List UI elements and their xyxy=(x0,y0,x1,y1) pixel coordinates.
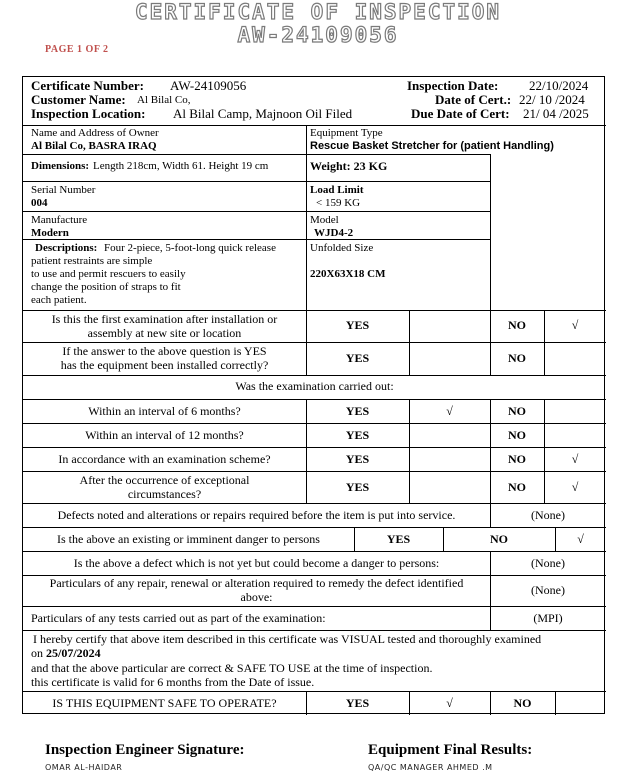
question-exceptional: circumstances? xyxy=(127,487,202,501)
row-divider xyxy=(23,154,490,155)
serial-value: 004 xyxy=(31,197,48,209)
engineer-signature-label: Inspection Engineer Signature: xyxy=(45,742,245,758)
answer-yes: YES xyxy=(345,696,370,710)
col-divider xyxy=(306,125,307,311)
cert-number-label: Certificate Number: xyxy=(31,78,144,93)
cert-number-value: AW-24109056 xyxy=(170,78,247,93)
question-repair-particulars: Particulars of any repair, renewal or alteration required to remedy the defect identified xyxy=(49,576,464,590)
question-future-danger: Is the above a defect which is not yet but could become a danger to persons: xyxy=(73,556,440,570)
check-mark: √ xyxy=(446,696,453,710)
answer-yes: YES xyxy=(345,480,370,494)
row-divider xyxy=(23,606,606,607)
row-divider xyxy=(23,503,606,504)
dimensions-value: Length 218cm, Width 61. Height 19 cm xyxy=(93,160,269,172)
col-divider xyxy=(555,691,556,715)
customer-value: Al Bilal Co, xyxy=(137,94,191,106)
inspection-date-label: Inspection Date: xyxy=(407,78,499,93)
answer-yes: YES xyxy=(345,404,370,418)
description-line: patient restraints are simple xyxy=(31,255,153,267)
weight-label: Weight: 23 KG xyxy=(310,159,388,173)
equipment-type-label: Equipment Type xyxy=(310,127,383,139)
due-date-label: Due Date of Cert: xyxy=(411,106,510,121)
results-name: QA/QC MANAGER AHMED .M xyxy=(368,763,493,772)
row-divider xyxy=(23,630,606,631)
answer-none: (None) xyxy=(531,508,565,522)
question-first-exam: assembly at new site or location xyxy=(87,326,242,340)
row-divider xyxy=(23,551,606,552)
question-installed-correctly: has the equipment been installed correctly? xyxy=(60,358,269,372)
answer-yes: YES xyxy=(345,452,370,466)
check-mark: √ xyxy=(577,532,584,546)
answer-mpi: (MPI) xyxy=(533,611,563,625)
check-mark: √ xyxy=(571,480,579,494)
row-divider xyxy=(23,181,490,182)
question-first-exam: Is this the first examination after installation or xyxy=(51,312,278,326)
question-exam-carried-out: Was the examination carried out: xyxy=(235,379,394,393)
question-exceptional: After the occurrence of exceptional xyxy=(79,473,250,487)
row-divider xyxy=(23,211,490,212)
due-date-value: 21/ 04 /2025 xyxy=(523,106,589,121)
question-exam-scheme: In accordance with an examination scheme? xyxy=(58,452,271,466)
location-label: Inspection Location: xyxy=(31,106,146,121)
col-divider xyxy=(490,154,491,310)
question-imminent-danger: Is the above an existing or imminent danger to persons xyxy=(57,532,320,546)
check-mark: √ xyxy=(446,404,453,418)
answer-no: NO xyxy=(508,480,526,494)
title-line-2: AW-24109056 xyxy=(237,23,399,47)
row-divider xyxy=(23,527,606,528)
col-divider xyxy=(409,310,410,375)
certify-line xyxy=(31,647,101,660)
row-divider xyxy=(23,691,606,692)
row-divider xyxy=(23,125,606,126)
unfolded-value: 220X63X18 CM xyxy=(310,268,386,280)
certify-line: and that the above particular are correct & SAFE TO USE at the time of inspection. xyxy=(31,661,433,675)
date-cert-label: Date of Cert.: xyxy=(435,92,512,107)
customer-label: Customer Name: xyxy=(31,92,126,107)
equipment-type-value: Rescue Basket Stretcher for (patient Handling) xyxy=(310,140,554,152)
answer-yes: YES xyxy=(386,532,411,546)
answer-no: NO xyxy=(508,318,526,332)
row-divider xyxy=(23,471,606,472)
row-divider xyxy=(23,239,490,240)
answer-no: NO xyxy=(508,428,526,442)
owner-label: Name and Address of Owner xyxy=(31,127,159,139)
row-divider xyxy=(23,399,606,400)
unfolded-label: Unfolded Size xyxy=(310,242,374,254)
description-line: change the position of straps to fit xyxy=(31,281,181,293)
row-divider xyxy=(23,423,606,424)
inspection-date-value: 22/10/2024 xyxy=(529,78,589,93)
row-divider xyxy=(23,447,606,448)
answer-none: (None) xyxy=(531,583,565,597)
load-limit-label: Load Limit xyxy=(310,184,364,196)
description-line: each patient. xyxy=(31,294,87,306)
certify-date: 25/07/2024 xyxy=(46,646,101,660)
answer-no: NO xyxy=(508,452,526,466)
answer-no: NO xyxy=(508,404,526,418)
certify-line: this certificate is valid for 6 months from the Date of issue. xyxy=(31,675,315,689)
page-label: PAGE 1 OF 2 xyxy=(45,44,109,55)
manufacture-label: Manufacture xyxy=(31,214,88,226)
row-divider xyxy=(23,342,606,343)
date-cert-value: 22/ 10 /2024 xyxy=(519,92,585,107)
engineer-name: OMAR AL-HAIDAR xyxy=(45,763,123,772)
question-safe-to-operate: IS THIS EQUIPMENT SAFE TO OPERATE? xyxy=(52,696,277,710)
answer-no: NO xyxy=(513,696,532,710)
answer-none: (None) xyxy=(531,556,565,570)
model-value: WJD4-2 xyxy=(314,227,354,239)
question-defects: Defects noted and alterations or repairs required before the item is put into service. xyxy=(57,508,456,522)
answer-yes: YES xyxy=(345,318,370,332)
location-value: Al Bilal Camp, Majnoon Oil Filed xyxy=(173,106,353,121)
check-mark: √ xyxy=(571,318,579,332)
model-label: Model xyxy=(310,214,339,226)
check-mark: √ xyxy=(571,452,579,466)
description-line: Four 2-piece, 5-foot-long quick release xyxy=(104,242,276,254)
question-installed-correctly: If the answer to the above question is YES xyxy=(62,344,267,358)
answer-yes: YES xyxy=(345,428,370,442)
row-divider xyxy=(23,310,606,311)
question-tests: Particulars of any tests carried out as part of the examination: xyxy=(31,611,326,625)
description-label: Descriptions: xyxy=(35,242,98,254)
serial-label: Serial Number xyxy=(31,184,96,196)
certify-on: on xyxy=(31,646,43,660)
final-results-label: Equipment Final Results: xyxy=(368,742,533,758)
description-line: to use and permit rescuers to easily xyxy=(31,268,186,280)
answer-no: NO xyxy=(490,532,508,546)
dimensions-label: Dimensions: xyxy=(31,160,90,172)
load-limit-value: < 159 KG xyxy=(316,197,361,209)
row-divider xyxy=(23,375,606,376)
title-line-1: CERTIFICATE OF INSPECTION xyxy=(134,0,502,24)
manufacture-value: Modern xyxy=(31,227,69,239)
answer-no: NO xyxy=(508,351,526,365)
question-12-months: Within an interval of 12 months? xyxy=(85,428,244,442)
question-6-months: Within an interval of 6 months? xyxy=(88,404,241,418)
question-repair-particulars: above: xyxy=(240,590,273,604)
answer-yes: YES xyxy=(345,351,370,365)
owner-value: Al Bilal Co, BASRA IRAQ xyxy=(31,140,157,152)
certificate-table xyxy=(22,76,605,714)
certify-line: I hereby certify that above item described in this certificate was VISUAL tested and thoroughly examined xyxy=(33,632,542,646)
